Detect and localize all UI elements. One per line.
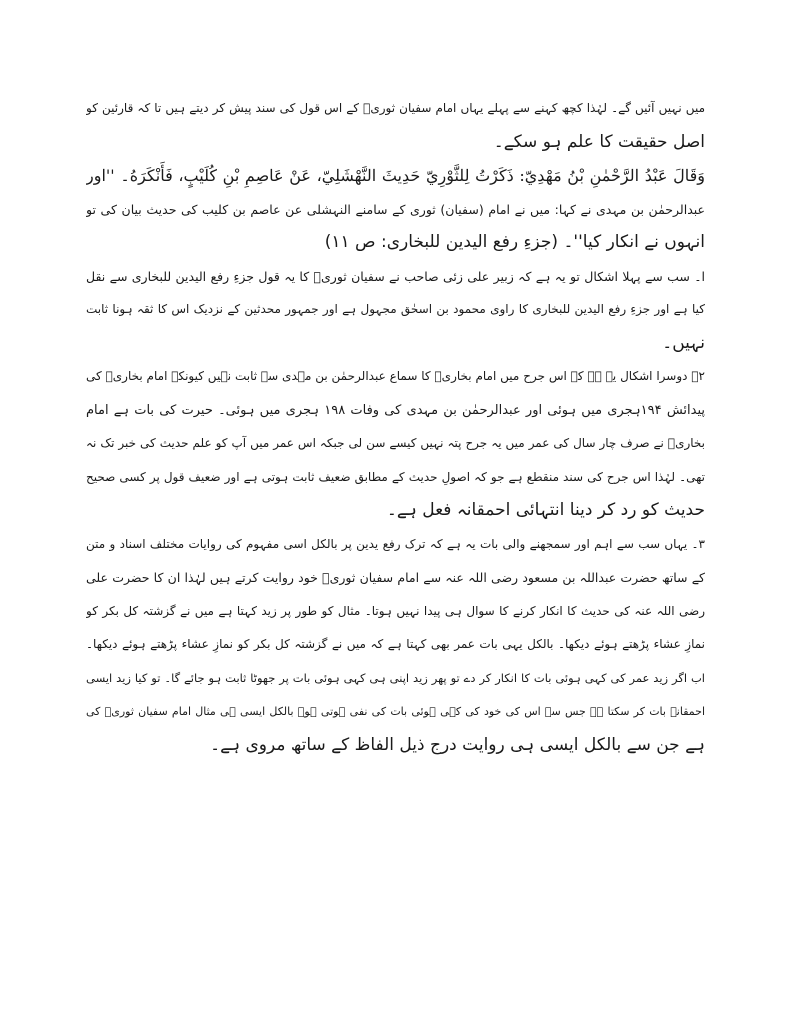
text-line: تھی۔ لہٰذا اس جرح کی سند منقطع ہے جو کہ اصولِ حدیث کے مطابق ضعیف ثابت ہوتی ہے اور ضعیف قول پر کسی صحیح: [86, 469, 705, 484]
text-line: حدیث کو رد کر دینا انتہائی احمقانہ فعل ہے۔: [386, 500, 705, 520]
citation-line: انہوں نے انکار کیا''۔ (جزءِ رفع الیدین للبخاری: ص ۱۱): [324, 232, 705, 252]
paragraph-arabic-quote: [86, 159, 705, 260]
text-line: کے ساتھ حضرت عبداللہ بن مسعود رضی اللہ عنہ سے امام سفیان ثوریؒ خود روایت کرتے ہیں لہٰذا ان کا حضرت علی: [86, 570, 705, 585]
text-line: ا۔ سب سے پہلا اشکال تو یہ ہے کہ زبیر علی زئی صاحب نے سفیان ثوریؒ کا یہ قول جزءِ رفع الیدین للبخاری سے نقل: [86, 268, 705, 284]
paragraph-point-1: [86, 260, 705, 361]
text-line: ۲۔ دوسرا اشکال یہ ہے کہ اس جرح میں امام بخاریؒ کا سماع عبدالرحمٰن بن مہدی سے ثابت نہیں کیونکہ امام بخاریؒ کی: [86, 369, 705, 383]
text-line: نہیں۔: [662, 332, 705, 353]
text-line: رضی اللہ عنہ کی حدیث کا انکار کرنے کا سوال ہی پیدا نہیں ہوتا۔ مثال کو طور پر زید کہتا ہے میں نے گزشتہ کل بکر کو: [86, 603, 705, 618]
text-line: اب اگر زید عمر کی کہی ہوئی بات کا انکار کر دے تو پھر زید اپنی ہی کہی ہوئی بات پر جھوٹا ثابت ہو جائے گا۔ تو کیا زید ایسی: [86, 670, 705, 685]
text-line: احمقانہ بات کر سکتا ہے جس سے اس کی خود کی کہی ہوئی بات کی نفی ہوتی ہو۔ بالکل ایسی ہی مثال امام سفیان ثوریؒ کی: [86, 705, 705, 718]
paragraph-point-2: [86, 360, 705, 528]
document-body: [86, 92, 705, 762]
text-line: بخاریؒ نے صرف چار سال کی عمر میں یہ جرح پتہ نہیں کیسے سن لی جبکہ اس عمر میں آپ کو علم حدیث کی خبر تک نہ: [86, 436, 705, 450]
text-line: ۳۔ یہاں سب سے اہم اور سمجھنے والی بات یہ ہے کہ ترک رفع یدین پر بالکل اسی مفہوم کی روایات مختلف اسناد و متن: [86, 536, 705, 551]
text-line: اصل حقیقت کا علم ہو سکے۔: [493, 131, 705, 152]
text-line: پیدائش ۱۹۴ہجری میں ہوئی اور عبدالرحمٰن بن مہدی کی وفات ۱۹۸ ہجری میں ہوئی۔ حیرت کی بات ہے امام: [86, 402, 705, 418]
text-line: میں نہیں آئیں گے۔ لہٰذا کچھ کہنے سے پہلے یہاں امام سفیان ثوریؒ کے اس قول کی سند پیش کر دیتے ہیں تا کہ قارئین کو: [86, 101, 705, 115]
text-line: ہے جن سے بالکل ایسی ہی روایت درج ذیل الفاظ کے ساتھ مروی ہے۔: [210, 734, 705, 755]
arabic-quote-line: وَقَالَ عَبْدُ الرَّحْمٰنِ بْنُ مَهْدِيّ: ذَكَرْتُ لِلثَّوْرِيّ حَدِيثَ النَّهْشَلِيّ، عَنْ عَاصِمِ بْنِ كُلَيْبٍ، فَأَنْكَرَهُ۔ ''اور: [86, 166, 705, 185]
text-line: عبدالرحمٰن بن مہدی نے کہا: میں نے امام (سفیان) ثوری کے سامنے النہشلی عن عاصم بن کلیب کی حدیث بیان کی تو: [86, 201, 705, 217]
text-line: کیا ہے اور جزءِ رفع الیدین للبخاری کا راوی محمود بن اسحٰق مجہول ہے اور جمہور محدثین کے نزدیک اس کا ثقہ ہونا ثابت: [86, 302, 705, 316]
paragraph-point-3: [86, 528, 705, 763]
text-line: نمازِ عشاء پڑھتے ہوئے دیکھا۔ بالکل یہی بات عمر بھی کہتا ہے کہ میں نے گزشتہ کل بکر کو نمازِ عشاء پڑھتے ہوئے دیکھا۔: [86, 637, 705, 651]
paragraph-intro: [86, 92, 705, 159]
